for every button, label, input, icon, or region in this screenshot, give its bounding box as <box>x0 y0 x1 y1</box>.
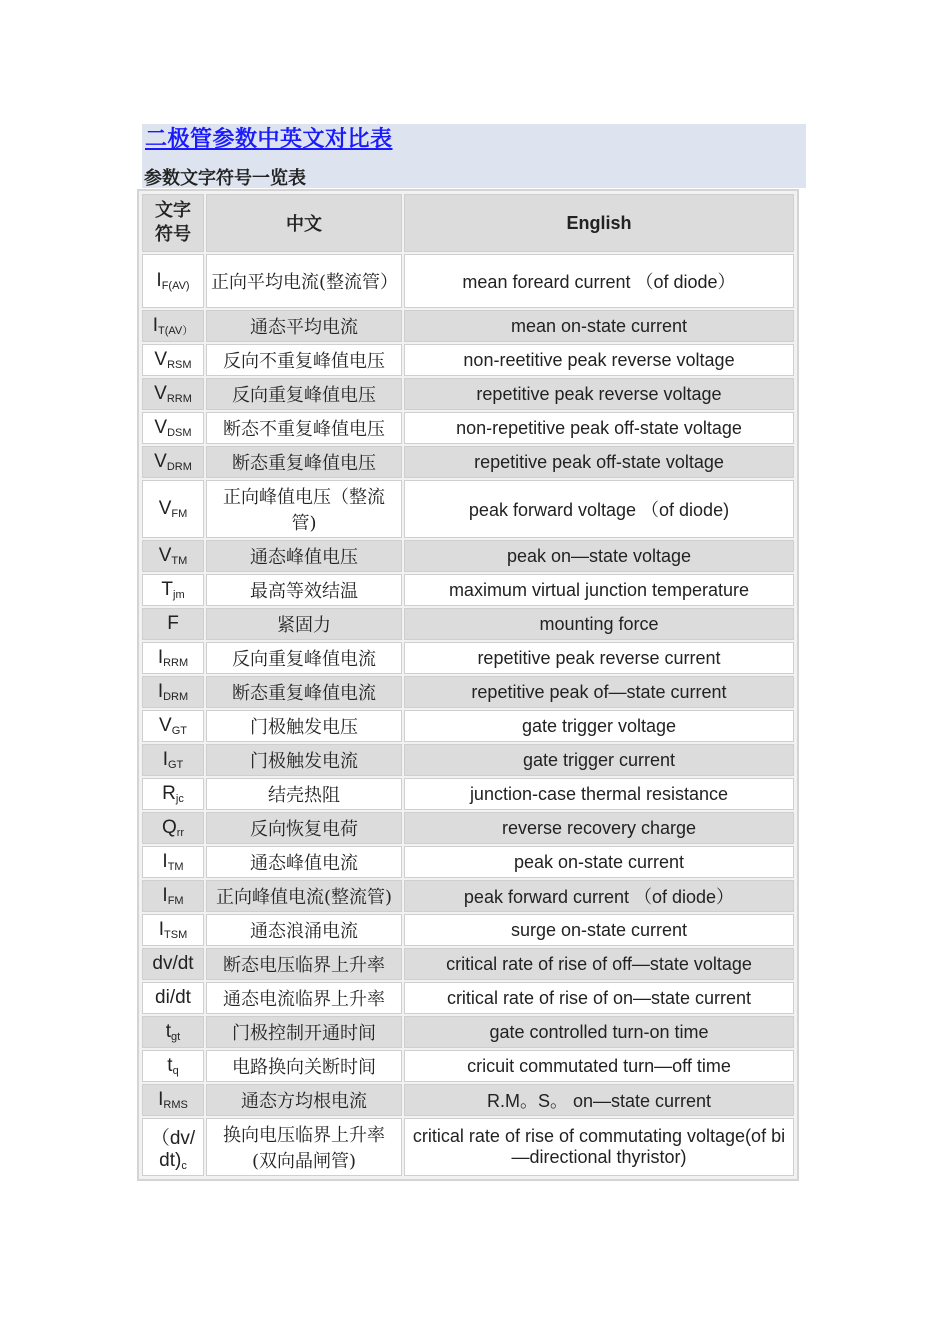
chinese-cell: 电路换向关断时间 <box>206 1050 402 1082</box>
page-title[interactable]: 二极管参数中英文对比表 <box>145 127 393 152</box>
chinese-cell: 断态电压临界上升率 <box>206 948 402 980</box>
symbol-main: I <box>152 314 159 336</box>
chinese-cell: 门极触发电压 <box>206 710 402 742</box>
table-row <box>142 1084 794 1116</box>
table-body <box>142 254 794 1176</box>
chinese-cell: 结壳热阻 <box>206 778 402 810</box>
symbol-cell <box>142 574 204 606</box>
symbol-main: I <box>162 749 168 770</box>
english-cell: peak on—state voltage <box>404 540 794 572</box>
symbol-main: I <box>157 681 164 702</box>
symbol-cell <box>142 710 204 742</box>
symbol-main: T <box>161 579 173 600</box>
symbol-subscript: DRM <box>163 691 189 703</box>
symbol-cell <box>142 1084 204 1116</box>
symbol-subscript: GT <box>168 759 184 771</box>
chinese-cell: 正向峰值电流(整流管) <box>206 880 402 912</box>
symbol-subscript: RRM <box>163 657 189 669</box>
symbol-main: Q <box>161 817 177 838</box>
page-subtitle: 参数文字符号一览表 <box>144 168 306 189</box>
symbol-subscript: q <box>172 1065 179 1077</box>
symbol-main: t <box>165 1021 172 1042</box>
english-cell: repetitive peak reverse voltage <box>404 378 794 410</box>
symbol-subscript: F(AV) <box>161 280 190 292</box>
symbol-cell <box>142 846 204 878</box>
table-row <box>142 344 794 376</box>
english-cell: peak forward voltage （of diode) <box>404 480 794 538</box>
symbol-main: （dv/dt) <box>150 1127 196 1171</box>
table-row <box>142 480 794 538</box>
table-row <box>142 982 794 1014</box>
chinese-cell: 反向恢复电荷 <box>206 812 402 844</box>
parameter-table <box>137 189 799 1181</box>
symbol-main: dv/dt <box>152 953 194 974</box>
chinese-cell: 通态平均电流 <box>206 310 402 342</box>
symbol-subscript: DRM <box>166 461 192 473</box>
chinese-cell: 正向平均电流(整流管） <box>206 254 402 308</box>
symbol-cell <box>142 948 204 980</box>
symbol-subscript: T(AV） <box>158 324 194 337</box>
symbol-main: V <box>154 349 168 370</box>
symbol-cell <box>142 446 204 478</box>
table-row <box>142 710 794 742</box>
table-row <box>142 378 794 410</box>
table-row <box>142 778 794 810</box>
symbol-subscript: DSM <box>167 427 192 439</box>
chinese-cell: 门极控制开通时间 <box>206 1016 402 1048</box>
symbol-cell <box>142 254 204 308</box>
symbol-cell <box>142 480 204 538</box>
english-cell: cricuit commutated turn—off time <box>404 1050 794 1082</box>
symbol-main: I <box>157 647 164 668</box>
header-chinese: 中文 <box>206 194 402 252</box>
english-cell: surge on-state current <box>404 914 794 946</box>
table-row <box>142 880 794 912</box>
symbol-cell <box>142 744 204 776</box>
symbol-cell <box>142 676 204 708</box>
chinese-cell: 门极触发电流 <box>206 744 402 776</box>
chinese-cell: 最高等效结温 <box>206 574 402 606</box>
english-cell: non-repetitive peak off-state voltage <box>404 412 794 444</box>
table-row <box>142 948 794 980</box>
symbol-subscript: RMS <box>163 1099 188 1111</box>
table-row <box>142 1118 794 1176</box>
symbol-main: F <box>167 613 179 634</box>
symbol-main: I <box>158 919 165 940</box>
symbol-main: I <box>162 851 168 872</box>
english-cell: critical rate of rise of off—state voltage <box>404 948 794 980</box>
symbol-cell <box>142 412 204 444</box>
chinese-cell: 通态方均根电流 <box>206 1084 402 1116</box>
table-row <box>142 676 794 708</box>
symbol-main: I <box>158 1089 164 1110</box>
english-cell: R.M。S。 on—state current <box>404 1084 794 1116</box>
symbol-main: V <box>158 498 172 519</box>
english-cell: non-reetitive peak reverse voltage <box>404 344 794 376</box>
symbol-main: V <box>154 451 167 472</box>
symbol-subscript: rr <box>176 827 185 839</box>
table-row <box>142 1016 794 1048</box>
symbol-cell <box>142 1016 204 1048</box>
symbol-cell <box>142 880 204 912</box>
table-row <box>142 744 794 776</box>
symbol-subscript: RSM <box>167 359 192 371</box>
english-cell: repetitive peak reverse current <box>404 642 794 674</box>
symbol-main: V <box>154 383 167 404</box>
table-row <box>142 446 794 478</box>
english-cell: peak on-state current <box>404 846 794 878</box>
header-symbol: 文字符号 <box>142 194 204 252</box>
symbol-main: V <box>158 545 172 566</box>
english-cell: mean foreard current （of diode） <box>404 254 794 308</box>
symbol-main: R <box>162 783 176 804</box>
symbol-subscript: FM <box>171 508 188 520</box>
english-cell: gate trigger voltage <box>404 710 794 742</box>
table-row <box>142 642 794 674</box>
symbol-cell <box>142 812 204 844</box>
english-cell: junction-case thermal resistance <box>404 778 794 810</box>
english-cell: gate controlled turn-on time <box>404 1016 794 1048</box>
chinese-cell: 反向重复峰值电压 <box>206 378 402 410</box>
table-row <box>142 310 794 342</box>
table-row <box>142 574 794 606</box>
symbol-cell <box>142 982 204 1014</box>
english-cell: repetitive peak off-state voltage <box>404 446 794 478</box>
english-cell: repetitive peak of—state current <box>404 676 794 708</box>
chinese-cell: 紧固力 <box>206 608 402 640</box>
english-cell: critical rate of rise of commutating voltage(of bi—directional thyristor) <box>404 1118 794 1176</box>
symbol-subscript: jc <box>175 793 184 805</box>
symbol-subscript: gt <box>171 1031 181 1043</box>
symbol-cell <box>142 642 204 674</box>
symbol-cell <box>142 608 204 640</box>
chinese-cell: 通态浪涌电流 <box>206 914 402 946</box>
symbol-cell <box>142 310 204 342</box>
chinese-cell: 反向重复峰值电流 <box>206 642 402 674</box>
chinese-cell: 断态不重复峰值电压 <box>206 412 402 444</box>
table-row <box>142 254 794 308</box>
chinese-cell: 换向电压临界上升率(双向晶闸管) <box>206 1118 402 1176</box>
chinese-cell: 断态重复峰值电流 <box>206 676 402 708</box>
symbol-main: I <box>162 885 168 906</box>
english-cell: peak forward current （of diode） <box>404 880 794 912</box>
symbol-subscript: FM <box>167 895 184 907</box>
symbol-subscript: TM <box>171 555 188 567</box>
english-cell: critical rate of rise of on—state current <box>404 982 794 1014</box>
symbol-main: di/dt <box>155 987 191 1008</box>
symbol-subscript: jm <box>173 589 185 601</box>
chinese-cell: 通态峰值电压 <box>206 540 402 572</box>
english-cell: maximum virtual junction temperature <box>404 574 794 606</box>
table-row <box>142 540 794 572</box>
symbol-subscript: RRM <box>166 393 192 405</box>
table-row <box>142 412 794 444</box>
table-row <box>142 846 794 878</box>
symbol-main: V <box>154 417 168 438</box>
symbol-cell <box>142 378 204 410</box>
symbol-main: I <box>156 270 162 291</box>
chinese-cell: 反向不重复峰值电压 <box>206 344 402 376</box>
table-row <box>142 914 794 946</box>
symbol-subscript: GT <box>171 725 187 737</box>
symbol-cell <box>142 540 204 572</box>
table-row <box>142 1050 794 1082</box>
symbol-main: t <box>167 1055 173 1076</box>
chinese-cell: 断态重复峰值电压 <box>206 446 402 478</box>
english-cell: mounting force <box>404 608 794 640</box>
chinese-cell: 通态电流临界上升率 <box>206 982 402 1014</box>
symbol-cell <box>142 914 204 946</box>
symbol-cell <box>142 778 204 810</box>
english-cell: reverse recovery charge <box>404 812 794 844</box>
symbol-cell <box>142 1118 204 1176</box>
symbol-subscript: TM <box>167 861 184 873</box>
symbol-cell <box>142 1050 204 1082</box>
english-cell: mean on-state current <box>404 310 794 342</box>
chinese-cell: 通态峰值电流 <box>206 846 402 878</box>
symbol-subscript: c <box>181 1159 187 1172</box>
table-row <box>142 608 794 640</box>
symbol-main: V <box>159 715 172 736</box>
table-row <box>142 812 794 844</box>
chinese-cell: 正向峰值电压（整流管) <box>206 480 402 538</box>
header-english: English <box>404 194 794 252</box>
symbol-cell <box>142 344 204 376</box>
english-cell: gate trigger current <box>404 744 794 776</box>
symbol-subscript: TSM <box>164 929 188 941</box>
